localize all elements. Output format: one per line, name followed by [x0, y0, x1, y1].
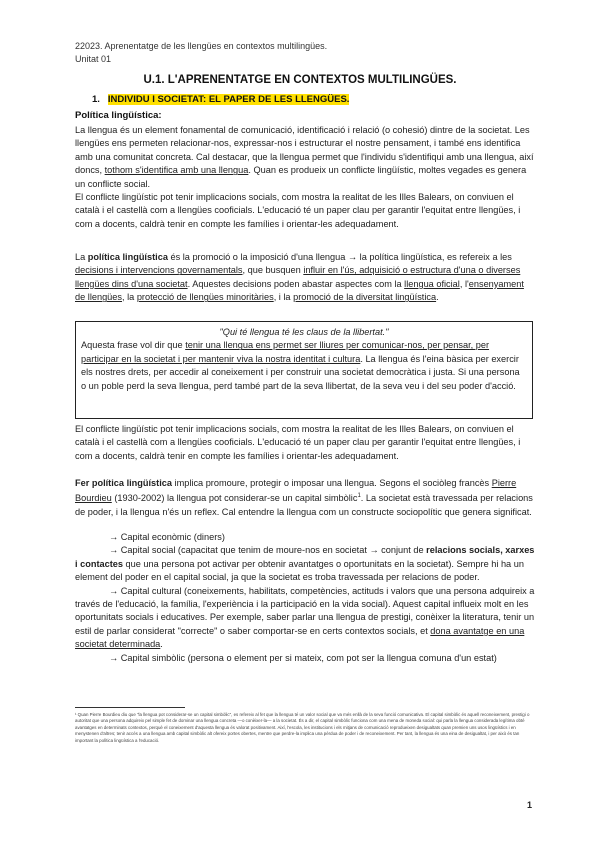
quote-explanation — [81, 339, 527, 393]
text-run: → Capital cultural (coneixements, habilitats, competències, actituds i valors que una persona adquireix a través de l'educació, la família, l'experiència i la participació en la vida social). Aquest capital influeix molt en les oportunitats socials i educatives. Per exemple, saber parlar una llengua de prestigi, conèixer la literatura, tenir un estil de parlar considerat "correcte" o saber comportar-se en certs contextos socials, et — [75, 585, 535, 636]
text-run: . — [436, 292, 439, 303]
capital-symbolic: → Capital simbòlic (persona o element per si mateix, com pot ser la llengua comuna d'un estat) — [109, 652, 497, 663]
capitals-list — [75, 531, 535, 665]
page-number: 1 — [527, 800, 533, 810]
text-run: és la promoció o la imposició d'una llengua → la política lingüística, es refereix a les — [167, 252, 512, 262]
capital-economic: → Capital econòmic (diners) — [109, 532, 225, 542]
text-run: implica promoure, protegir o imposar una llengua. Segons el sociòleg francès — [172, 478, 492, 488]
text-run: que una persona pot activar per obtenir avantatges o oportunitats en la societat). Sempre hi ha un element del poder en el capital social, ja que la societat es troba travessada per relacions de poder. — [75, 558, 524, 583]
bold-text: política lingüística — [87, 252, 168, 262]
underlined-text: decisions i intervencions governamentals — [75, 265, 243, 276]
text-run: , l' — [459, 278, 469, 289]
paragraph-3 — [75, 251, 535, 305]
section-number: 1. — [92, 94, 100, 105]
text-run: La llengua és un element fonamental de comunicació, identificació i relació (o cohesió) dintre de la societat. Les llengües ens permeten relacionar-nos, expressar-nos i estructurar el nostre pensament, i també ens identifica amb una comunitat concreta. Cal destacar, que la llengua permet que l'individu s'identifiqui amb una llengua, així doncs, — [75, 125, 534, 176]
paragraph-4: El conflicte lingüístic pot tenir implicacions socials, com mostra la realitat de les Illes Balears, on conviuen el català i el castellà com a llengües cooficials. L'educació té un paper clau per garantir l'equitat entre llengües, i com a docents, caldrà tenir en compte les famílies i orientar-les adequadament. — [75, 424, 521, 461]
paragraph-1 — [75, 124, 535, 231]
underlined-text: ensenyament de llengües — [75, 278, 524, 303]
footnote: ¹ Quan Pierre Bourdieu diu que "la llengua pot considerar-se un capital simbòlic", es refereix al fet que la llengua té un valor social que va més enllà de la seva funció comunicativa. El capital simbòlic és aquell reconeixement, prestigi o autoritat que una persona adquireix pel simple fet de dominar una llengua concreta —o conèixer-la— a la societat. És a dir, el capital simbòlic funciona com una mena de moneda social: qui parla la llengua considerada legítima obté avantatges en determinats contextos, perquè el coneixement d'aquesta llengua és valorat positivament. Així, l'escola, les institucions i els mitjans de comunicació reprodueixen desigualtats quan premien uns usos lingüístics i en menystenen d'altres; tenir accés a una llengua amb capital simbòlic alt ofereix portes obertes, mentre que perdre-la implica una pèrdua de poder i de reconeixement. Per tant, la llengua és una eina de desigualtat, i per això és tan important la política lingüística a l'educació. — [75, 712, 530, 743]
text-run: . Aquestes decisions poden abastar aspectes com la — [187, 278, 405, 289]
footnote-separator — [75, 707, 185, 708]
course-header: 22023. Aprenentatge de les llengües en contextos multilingües. — [75, 41, 328, 51]
text-run: La — [75, 252, 88, 262]
quote-box — [75, 321, 533, 419]
text-run: . — [160, 639, 163, 650]
underlined-text: tenir una llengua ens permet ser lliures per comunicar-nos, per pensar, per participar en la societat i per mantenir viva la nostra identitat i cultura — [81, 340, 490, 364]
capital-social — [75, 544, 535, 584]
text-run: . La societat està travessada per relacions de poder, i la llengua n'és un reflex. Cal entendre la llengua com un constructe sociopolític que genera significat. — [75, 493, 533, 517]
bold-text: relacions socials, xarxes i contactes — [75, 545, 535, 569]
section-heading — [92, 94, 349, 105]
underlined-text: Pierre Bourdieu — [75, 478, 517, 504]
text-run: Aquesta frase vol dir que — [81, 340, 186, 351]
page-title: U.1. L'APRENENTATGE EN CONTEXTOS MULTILINGÜES. — [143, 74, 457, 86]
paragraph-5 — [75, 477, 535, 519]
section-label: INDIVIDU I SOCIETAT: EL PAPER DE LES LLENGÜES. — [107, 94, 350, 105]
underlined-text: influir en l'ús, adquisició o estructura d'una o diverses llengües dins d'una societat — [75, 265, 521, 289]
text-run: , la — [122, 292, 137, 303]
underlined-text: tothom s'identifica amb una llengua — [104, 165, 249, 176]
text-run: , que busquen — [242, 265, 304, 276]
text-run: . La llengua és l'eina bàsica per exercir els nostres drets, per accedir al coneixement i per construir una societat democràtica i justa. Si una persona o un poble perd la seva llengua, perd també part de la seva llibertat, de la seva veu i del seu poder d'acció. — [81, 353, 520, 391]
quote-text: "Qui té llengua té les claus de la llibertat." — [219, 327, 389, 337]
unit-header: Unitat 01 — [75, 54, 112, 64]
underlined-text: dona avantatge en una societat determinada — [75, 625, 525, 650]
underlined-text: promoció de la diversitat lingüística — [293, 292, 437, 303]
text-run: (1930-2002) la llengua pot considerar-se un capital simbòlic — [111, 493, 358, 504]
underlined-text: llengua oficial — [404, 278, 460, 289]
text-run: , i la — [273, 292, 294, 303]
text-run: → Capital social (capacitat que tenim de moure-nos en societat → conjunt de — [109, 545, 427, 556]
capital-cultural — [75, 585, 535, 652]
footnote-ref[interactable]: 1 — [357, 493, 361, 500]
paragraph-2: El conflicte lingüístic pot tenir implicacions socials, com mostra la realitat de les Illes Balears, on conviuen el català i el castellà com a llengües cooficials. L'educació té un paper clau per garantir l'equitat entre llengües, i com a docents, caldrà tenir en compte les famílies i orientar-les adequadament. — [75, 192, 521, 229]
text-run: . Quan es produeix un conflicte lingüístic, moltes vegades es genera un conflicte social. — [75, 165, 527, 189]
bold-text: Fer política lingüística — [75, 478, 172, 488]
underlined-text: protecció de llengües minoritàries — [136, 292, 274, 303]
subsection-heading: Política lingüística: — [75, 110, 162, 121]
